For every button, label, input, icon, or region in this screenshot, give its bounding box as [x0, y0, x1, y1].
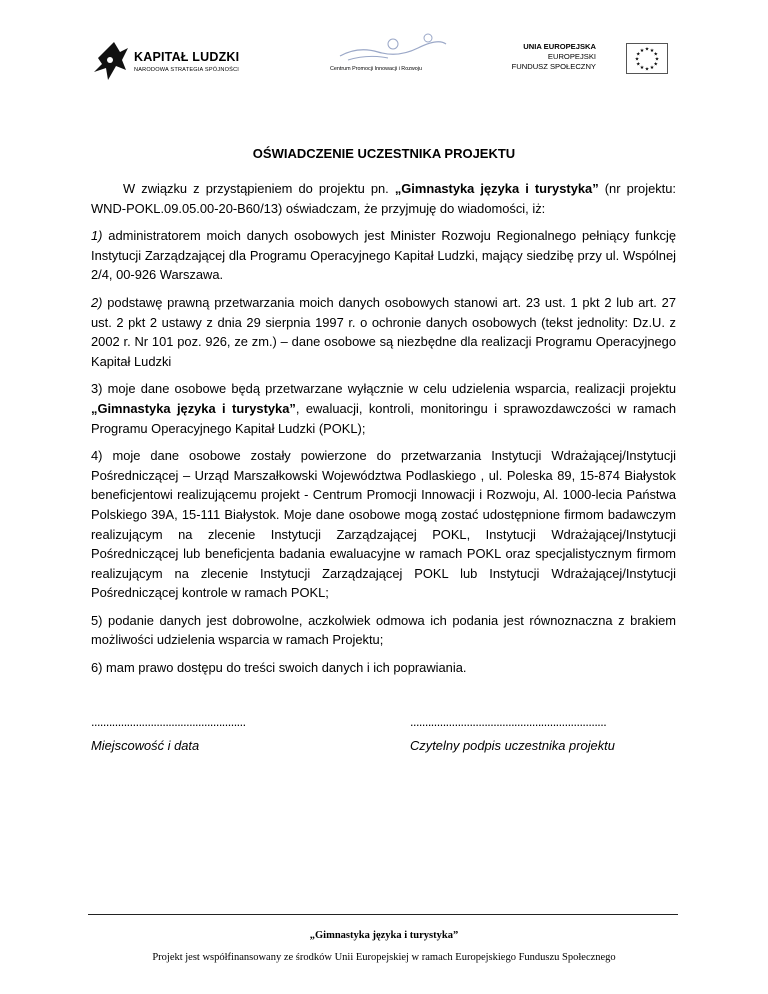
- eu-line-1: UNIA EUROPEJSKA: [523, 42, 596, 51]
- intro-before: W związku z przystąpieniem do projektu pn.: [123, 181, 395, 196]
- centrum-promocji-logo: [330, 32, 480, 82]
- intro-after: (nr projektu: WND-POKL.09.05.00-20-B60/13) oświadczam, że przyjmuję do wiadomości, iż:: [91, 181, 677, 216]
- kapital-ludzki-title: KAPITAŁ LUDZKI: [134, 50, 240, 64]
- eu-star-icon: ★: [653, 51, 658, 58]
- item-3: [91, 379, 676, 438]
- kapital-ludzki-logo: [92, 36, 262, 86]
- eu-flag-icon: [626, 43, 668, 74]
- eu-star-icon: ★: [649, 65, 655, 72]
- item-1-number: 1): [91, 228, 103, 244]
- eu-star-icon: ★: [644, 46, 650, 53]
- item-3-text-c: , ewaluacji, kontroli, monitoringu i sprawozdawczości w ramach Programu Operacyjnego Kapitał Ludzki (POKL);: [91, 400, 677, 436]
- page-header: [0, 0, 768, 90]
- kapital-ludzki-subtitle: NARODOWA STRATEGIA SPÓJNOŚCI: [134, 67, 240, 73]
- item-1-text: administratorem moich danych osobowych jest Minister Rozwoju Regionalnego pełniący funkcję Instytucji Zarządzającej dla Programu Operacyjnego Kapitał Ludzki, mający siedzibę przy ul. Wspólnej 2/4, 00-926 Warszawa.: [91, 228, 676, 283]
- eu-star-icon: ★: [644, 66, 650, 73]
- signature-line: ..................................................................: [410, 715, 607, 729]
- item-1: [91, 226, 676, 285]
- item-4: 4) moje dane osobowe zostały powierzone do przetwarzania Instytucji Wdrażającej/Instytucji Pośredniczącej – Urząd Marszałkowski Województwa Podlaskiego , ul. Poleska 89, 15-874 Białystok beneficjentowi realizującemu projekt - Centrum Promocji Innowacji i Rozwoju, Al. 1000-lecia Państwa Polskiego 39A, 15-111 Białystok. Moje dane osobowe mogą zostać udostępnione firmom badawczym realizującym na zlecenie Instytucji Zarządzającej POKL, Instytucji Wdrażającej/Instytucji Pośredniczącej lub beneficjenta badania ewaluacyjne w ramach POKL oraz specjalistycznym firmom realizującym na zlecenie Instytucji Zarządzającej POKL lub Instytucji Wdrażającej/Instytucji Pośredniczącej kontrole w ramach POKL;: [91, 448, 676, 601]
- item-6: 6) mam prawo dostępu do treści swoich danych i ich poprawiania.: [91, 660, 467, 676]
- footer-cofinancing-note: Projekt jest współfinansowany ze środków Unii Europejskiej w ramach Europejskiego Funduszu Społecznego: [152, 952, 616, 963]
- centrum-swirl-icon: [338, 32, 448, 66]
- footer-project-title: „Gimnastyka języka i turystyka”: [309, 930, 459, 941]
- document-title: OŚWIADCZENIE UCZESTNIKA PROJEKTU: [252, 146, 516, 161]
- signature-label: Czytelny podpis uczestnika projektu: [410, 738, 615, 753]
- item-2: [91, 293, 676, 371]
- eu-star-icon: ★: [639, 47, 645, 54]
- place-date-label: Miejscowość i data: [91, 738, 200, 753]
- eu-text: [512, 42, 596, 72]
- intro-project-name: „Gimnastyka języka i turystyka”: [394, 181, 599, 196]
- intro-paragraph: [91, 179, 676, 218]
- eu-logo: [511, 42, 670, 82]
- place-date-line: ....................................................: [91, 715, 246, 729]
- kapital-ludzki-emblem-icon: [92, 36, 132, 86]
- item-2-number: 2): [91, 294, 103, 310]
- eu-star-icon: ★: [649, 47, 655, 54]
- eu-line-2: EUROPEJSKI: [547, 52, 596, 61]
- eu-star-icon: ★: [639, 65, 645, 72]
- eu-star-icon: ★: [653, 61, 658, 68]
- eu-star-icon: ★: [636, 51, 641, 58]
- footer-divider: [88, 914, 678, 915]
- eu-star-icon: ★: [654, 56, 660, 63]
- eu-star-icon: ★: [636, 61, 641, 68]
- document-body: [91, 179, 676, 678]
- item-3-text-a: 3) moje dane osobowe będą przetwarzane wyłącznie w celu udzielenia wsparcia, realizacji projektu: [91, 381, 676, 397]
- item-5: 5) podanie danych jest dobrowolne, aczkolwiek odmowa ich podania jest równoznaczna z brakiem możliwości udzielenia wsparcia w ramach Projektu;: [91, 612, 676, 648]
- item-3-project-name: „Gimnastyka języka i turystyka”: [91, 400, 296, 416]
- item-2-text: podstawę prawną przetwarzania moich danych osobowych stanowi art. 23 ust. 1 pkt 2 lub art. 27 ust. 2 pkt 2 ustawy z dnia 29 sierpnia 1997 r. o ochronie danych osobowych (tekst jednolity: Dz.U. z 2002 r. Nr 101 poz. 926, ze zm.) – dane osobowe są niezbędne dla realizacji Programu Operacyjnego Kapitał Ludzki: [91, 294, 676, 369]
- centrum-label: Centrum Promocji Innowacji i Rozwoju: [330, 66, 422, 72]
- eu-line-3: FUNDUSZ SPOŁECZNY: [511, 62, 596, 71]
- eu-star-icon: ★: [634, 56, 640, 63]
